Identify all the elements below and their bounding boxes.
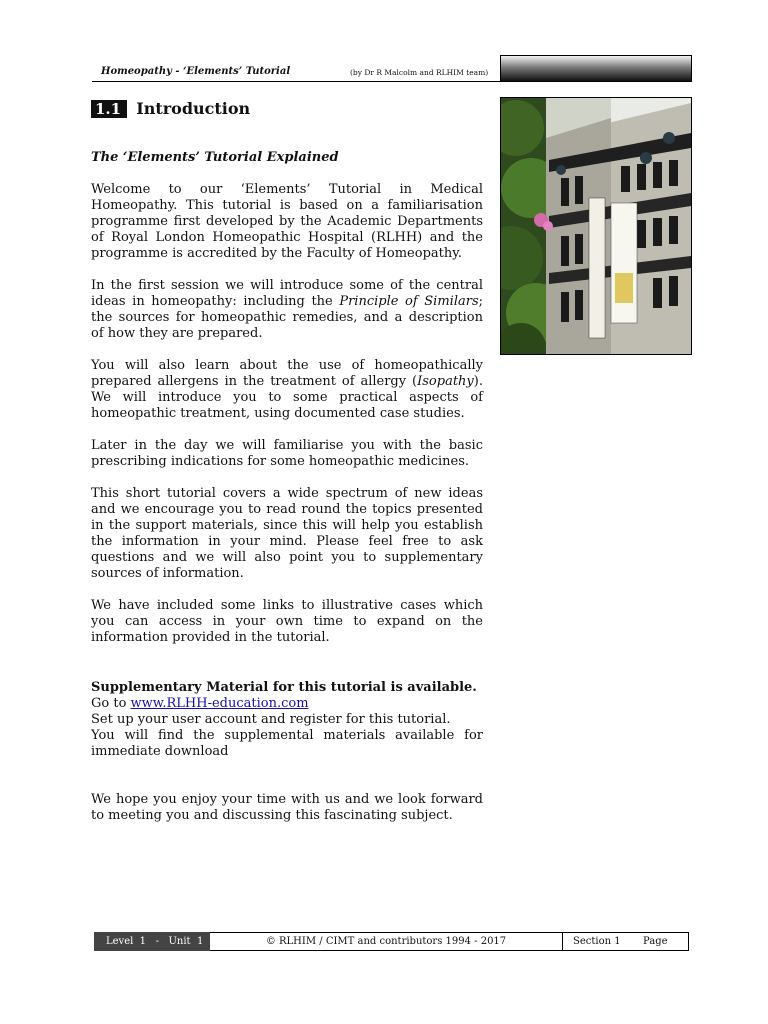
- subheading: The ‘Elements’ Tutorial Explained: [91, 150, 339, 165]
- paragraph-later: Later in the day we will familiarise you with the basic prescribing indications for some homeopathic medicines.: [91, 438, 483, 469]
- paragraph-short-tutorial: This short tutorial covers a wide spectrum of new ideas and we encourage you to read round the topics presented in the support materials, since this will help you establish the information in your mind. Please feel free to ask questions and we will also point you to supplementary sources of information.: [91, 486, 483, 581]
- header-title: Homeopathy - ‘Elements’ Tutorial: [101, 66, 291, 77]
- header-gradient-box: [500, 55, 692, 82]
- goto-prefix: Go to: [91, 696, 131, 711]
- footer-copyright: © RLHIM / CIMT and contributors 1994 - 2017: [210, 932, 562, 951]
- paragraph-links: We have included some links to illustrative cases which you can access in your own time to expand on the information provided in the tutorial.: [91, 598, 483, 645]
- section-heading: [91, 100, 250, 118]
- supplementary-block: [91, 680, 483, 760]
- p2-emphasis: Principle of Similars: [339, 294, 479, 309]
- rlhh-education-link[interactable]: www.RLHH-education.com: [130, 696, 309, 711]
- header-rule: [92, 81, 690, 82]
- p3-emphasis: Isopathy: [417, 374, 474, 389]
- page-header: [92, 57, 690, 82]
- closing-paragraph: We hope you enjoy your time with us and we look forward to meeting you and discussing this fascinating subject.: [91, 792, 483, 823]
- footer-level-unit: Level 1 - Unit 1: [94, 932, 210, 951]
- supplementary-title: Supplementary Material for this tutorial is available.: [91, 680, 477, 695]
- page-footer: [94, 932, 690, 952]
- footer-page: Page: [643, 936, 668, 947]
- paragraph-welcome: Welcome to our ‘Elements’ Tutorial in Medical Homeopathy. This tutorial is based on a familiarisation programme first developed by the Academic Departments of Royal London Homeopathic Hospital (RLHH) and the programme is accredited by the Faculty of Homeopathy.: [91, 182, 483, 261]
- paragraph-allergens: [91, 358, 483, 422]
- paragraph-first-session: [91, 278, 483, 342]
- setup-text: Set up your user account and register for this tutorial.: [91, 712, 451, 727]
- p3-text-b: ). We will introduce you to some practical aspects of homeopathic treatment, using documented case studies.: [91, 374, 483, 421]
- p2-text-b: ; the sources for homeopathic remedies, and a description of how they are prepared.: [91, 294, 484, 341]
- section-number: 1.1: [91, 100, 127, 118]
- footer-section: Section 1: [573, 936, 621, 947]
- p3-text-a: You will also learn about the use of homeopathically prepared allergens in the treatment of allergy (: [91, 358, 483, 389]
- find-text: You will find the supplemental materials available for immediate download: [91, 728, 483, 759]
- section-title: Introduction: [136, 99, 251, 118]
- body-text: [91, 150, 483, 824]
- p2-text-a: In the first session we will introduce some of the central ideas in homeopathy: including the: [91, 278, 483, 309]
- footer-section-page: [562, 932, 689, 951]
- hospital-building-photo: [500, 97, 692, 355]
- header-author: (by Dr R Malcolm and RLHIM team): [350, 68, 489, 77]
